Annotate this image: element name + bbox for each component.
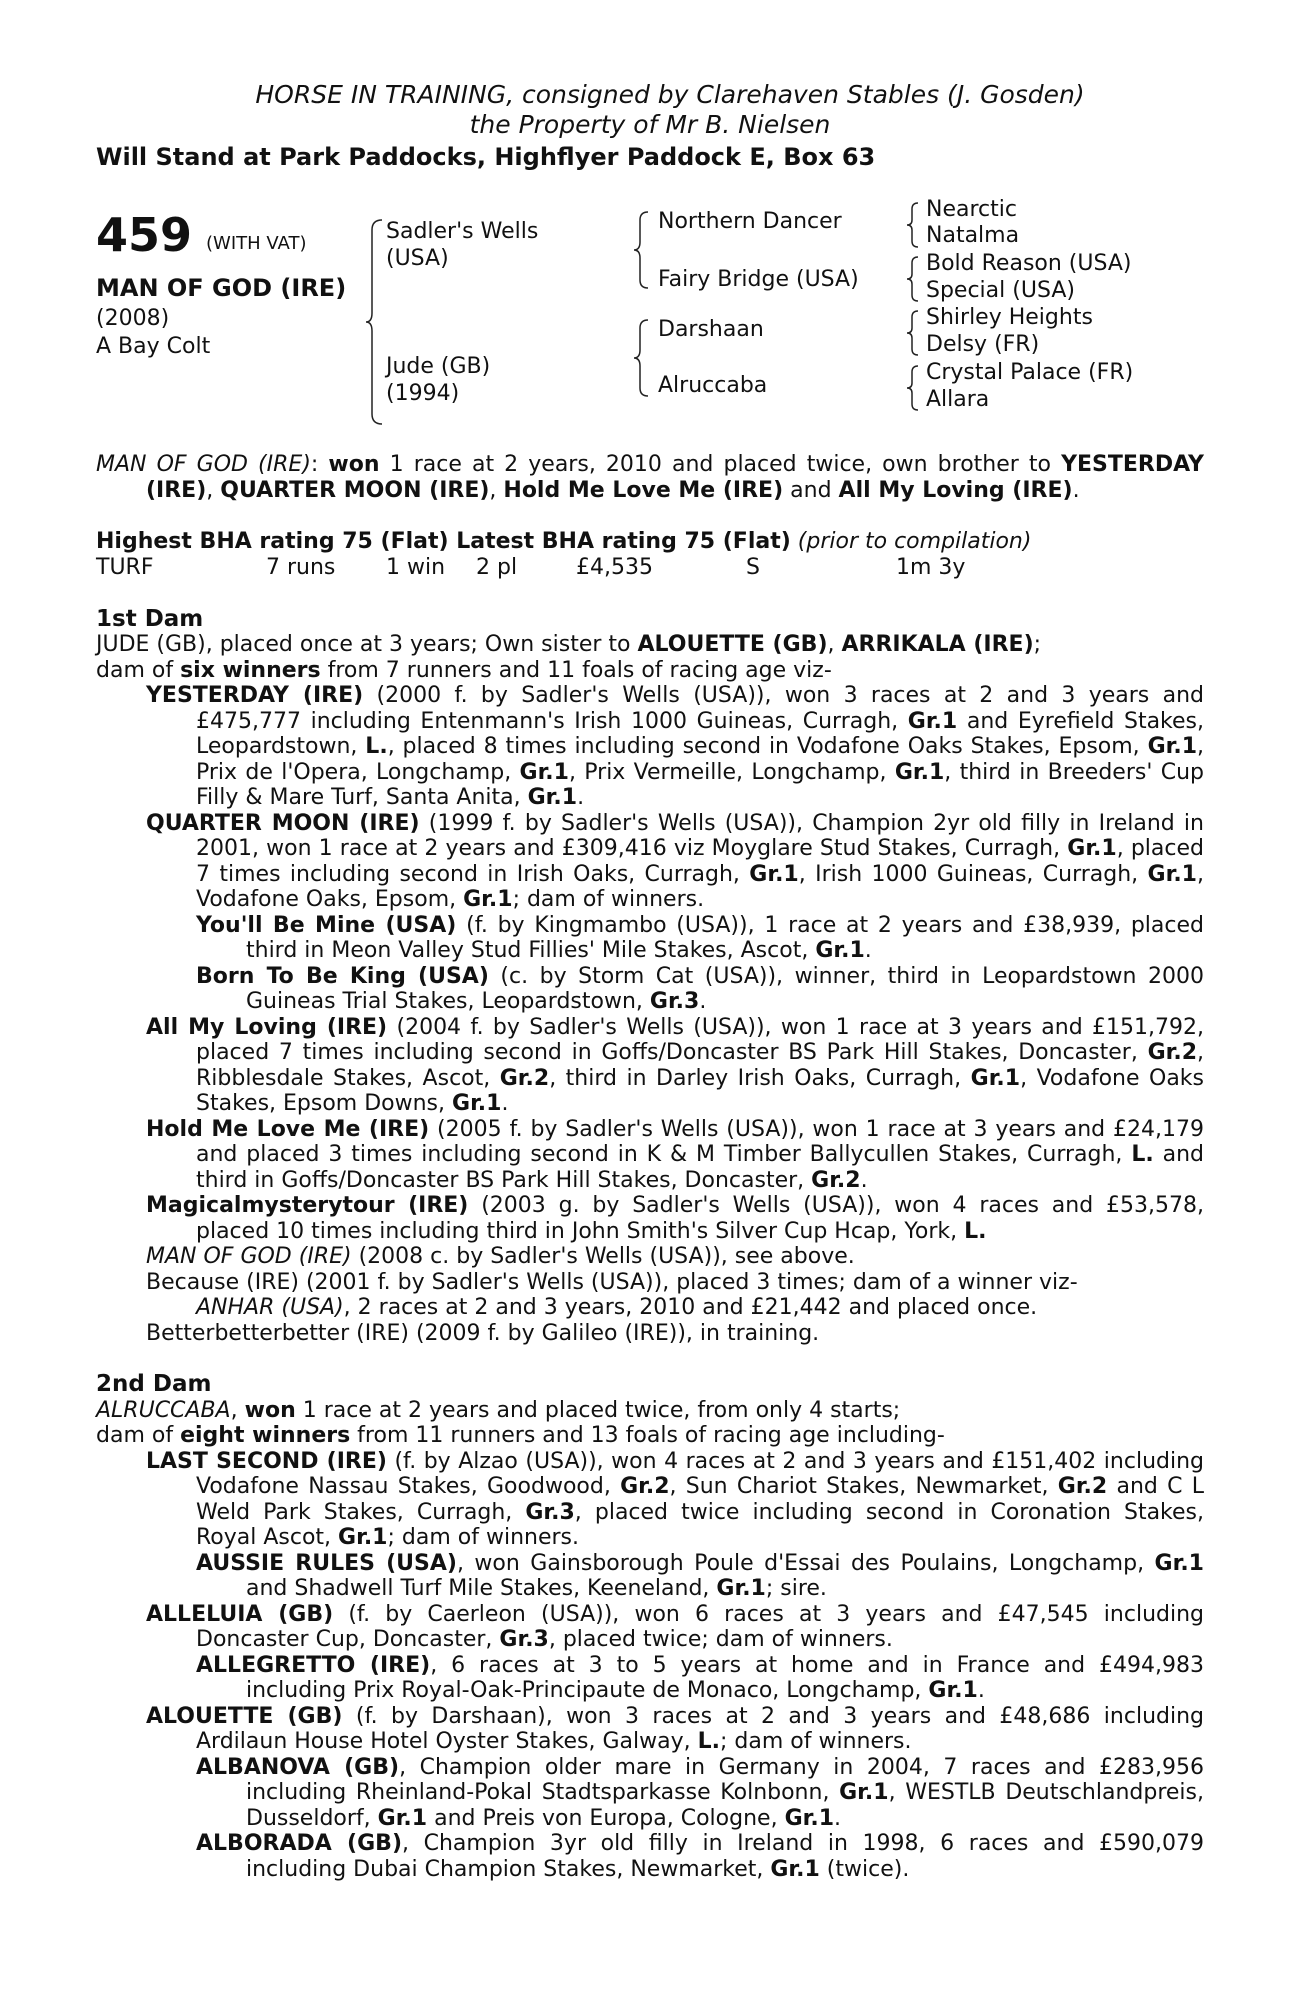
produce-betterbetterbetter: Betterbetterbetter (IRE) (2009 f. by Galileo (IRE)), in training. [146, 1320, 820, 1346]
property-line: the Property of Mr B. Nielsen [469, 110, 831, 139]
produce-magicalmysterytour: Magicalmysterytour (IRE) (2003 g. by Sadler's Wells (USA)), won 4 races and £53,578, placed 10 times including third in John Smith's Silver Cup Hcap, York, L. [146, 1193, 1204, 1244]
sire-dam: Fairy Bridge (USA) [658, 267, 859, 292]
pedigree-block [96, 197, 1204, 440]
produce-aussie-rules: AUSSIE RULES (USA), won Gainsborough Poule d'Essai des Poulains, Longchamp, Gr.1 and Shadwell Turf Mile Stakes, Keeneland, Gr.1; sire. [196, 1550, 1204, 1601]
produce-man-of-god: MAN OF GOD (IRE) (2008 c. by Sadler's Wells (USA)), see above. [146, 1244, 855, 1269]
rating-line: Highest BHA rating 75 (Flat) Latest BHA rating 75 (Flat) (prior to compilation) [96, 529, 1032, 554]
g3-crystal-palace: Crystal Palace (FR) [926, 360, 1134, 385]
produce-hold-me-love-me: Hold Me Love Me (IRE) (2005 f. by Sadler's Wells (USA)), won 1 race at 3 years and £24,179 and placed 3 times including second in K & M Timber Ballycullen Stakes, Curragh, L. and third in Goffs/Doncaster BS Park Hill Stakes, Doncaster, Gr.2. [146, 1116, 1205, 1193]
vat-note: (WITH VAT) [206, 233, 307, 254]
lot-number: 459 [96, 208, 193, 262]
g3-allara: Allara [926, 387, 990, 412]
g3-delsy: Delsy (FR) [926, 332, 1040, 357]
g3-bold-reason: Bold Reason (USA) [926, 251, 1132, 276]
location-line: Will Stand at Park Paddocks, Highflyer Paddock E, Box 63 [96, 143, 876, 171]
consignor-line: HORSE IN TRAINING, consigned by Clarehaven Stables (J. Gosden) [255, 80, 1085, 109]
race-record [96, 555, 1204, 581]
foaling-year: (2008) [96, 306, 170, 331]
record-surface: TURF [96, 554, 154, 580]
dam-name: Jude (GB) [386, 354, 491, 379]
dam-year: (1994) [386, 381, 460, 406]
record-placed: 2 pl [476, 554, 518, 580]
first-dam-line2: dam of six winners from 7 runners and 11 foals of racing age viz- [96, 657, 832, 683]
sire-sire: Northern Dancer [658, 209, 842, 234]
produce-albanova: ALBANOVA (GB), Champion older mare in Germany in 2004, 7 races and £283,956 including Rheinland-Pokal Stadtsparkasse Kolnbonn, Gr.1, WESTLB Deutschlandpreis, Dusseldorf, Gr.1 and Preis von Europa, Cologne, Gr.1. [196, 1754, 1204, 1831]
horse-name: MAN OF GOD (IRE) [96, 274, 347, 302]
record-earnings: £4,535 [576, 554, 653, 580]
produce-yesterday: YESTERDAY (IRE) (2000 f. by Sadler's Wells (USA)), won 3 races at 2 and 3 years and £475,777 including Entenmann's Irish 1000 Guineas, Curragh, Gr.1 and Eyrefield Stakes, Leopardstown, L., placed 8 times including second in Vodafone Oaks Stakes, Epsom, Gr.1, Prix de l'Opera, Longchamp, Gr.1, Prix Vermeille, Longchamp, Gr.1, third in Breeders' Cup Filly & Mare Turf, Santa Anita, Gr.1. [146, 683, 1205, 810]
record-distance: 1m 3y [896, 554, 966, 580]
first-dam-line1: JUDE (GB), placed once at 3 years; Own sister to ALOUETTE (GB), ARRIKALA (IRE); [96, 632, 1042, 657]
g3-brace-1 [904, 200, 922, 250]
sire-parents-brace [632, 210, 652, 290]
record-going: S [746, 554, 760, 580]
produce-born-to-be-king: Born To Be King (USA) (c. by Storm Cat (USA)), winner, third in Leopardstown 2000 Guineas Trial Stakes, Leopardstown, Gr.3. [196, 963, 1204, 1014]
second-dam-line2: dam of eight winners from 11 runners and 13 foals of racing age including- [96, 1423, 945, 1448]
produce-alouette: ALOUETTE (GB) (f. by Darshaan), won 3 races at 2 and 3 years and £48,686 including Ardilaun House Hotel Oyster Stakes, Galway, L.; dam of winners. [146, 1703, 1204, 1754]
produce-allegretto: ALLEGRETTO (IRE), 6 races at 3 to 5 years at home and in France and £494,983 including Prix Royal-Oak-Principaute de Monaco, Longchamp, Gr.1. [196, 1652, 1204, 1703]
record-wins: 1 win [386, 554, 446, 580]
dam-parents-brace [632, 318, 652, 398]
second-dam-heading: 2nd Dam [96, 1371, 212, 1397]
produce-alborada: ALBORADA (GB), Champion 3yr old filly in Ireland in 1998, 6 races and £590,079 including Dubai Champion Stakes, Newmarket, Gr.1 (twice). [196, 1831, 1204, 1882]
produce-all-my-loving: All My Loving (IRE) (2004 f. by Sadler's Wells (USA)), won 1 race at 3 years and £151,792, placed 7 times including second in Goffs/Doncaster BS Park Hill Stakes, Doncaster, Gr.2, Ribblesdale Stakes, Ascot, Gr.2, third in Darley Irish Oaks, Curragh, Gr.1, Vodafone Oaks Stakes, Epsom Downs, Gr.1. [146, 1014, 1205, 1116]
g3-shirley-heights: Shirley Heights [926, 305, 1093, 330]
second-dam-line1: ALRUCCABA, won 1 race at 2 years and placed twice, from only 4 starts; [96, 1397, 901, 1423]
g3-brace-4 [904, 363, 922, 413]
first-dam-heading: 1st Dam [96, 605, 204, 632]
g3-special: Special (USA) [926, 278, 1075, 303]
sire-name: Sadler's Wells [386, 219, 539, 244]
horse-description: A Bay Colt [96, 334, 211, 359]
dam-sire: Darshaan [658, 317, 764, 342]
produce-alleluia: ALLELUIA (GB) (f. by Caerleon (USA)), won 6 races at 3 years and £47,545 including Doncaster Cup, Doncaster, Gr.3, placed twice; dam of winners. [146, 1601, 1204, 1652]
produce-youll-be-mine: You'll Be Mine (USA) (f. by Kingmambo (USA)), 1 race at 2 years and £38,939, placed third in Meon Valley Stud Fillies' Mile Stakes, Ascot, Gr.1. [196, 912, 1204, 963]
sire-dam-brace [364, 218, 388, 426]
g3-nearctic: Nearctic [926, 197, 1017, 222]
horse-summary: MAN OF GOD (IRE): won 1 race at 2 years, 2010 and placed twice, own brother to YESTERDAY (IRE), QUARTER MOON (IRE), Hold Me Love Me (IRE) and All My Loving (IRE). [96, 452, 1204, 503]
produce-because: Because (IRE) (2001 f. by Sadler's Wells (USA)), placed 3 times; dam of a winner viz- [146, 1269, 1078, 1295]
catalogue-page [96, 80, 1204, 1882]
g3-brace-3 [904, 308, 922, 358]
produce-quarter-moon: QUARTER MOON (IRE) (1999 f. by Sadler's Wells (USA)), Champion 2yr old filly in Ireland in 2001, won 1 race at 2 years and £309,416 viz Moyglare Stud Stakes, Curragh, Gr.1, placed 7 times including second in Irish Oaks, Curragh, Gr.1, Irish 1000 Guineas, Curragh, Gr.1, Vodafone Oaks, Epsom, Gr.1; dam of winners. [146, 810, 1204, 912]
produce-last-second: LAST SECOND (IRE) (f. by Alzao (USA)), won 4 races at 2 and 3 years and £151,402 including Vodafone Nassau Stakes, Goodwood, Gr.2, Sun Chariot Stakes, Newmarket, Gr.2 and C L Weld Park Stakes, Curragh, Gr.3, placed twice including second in Coronation Stakes, Royal Ascot, Gr.1; dam of winners. [146, 1448, 1205, 1550]
produce-anhar: ANHAR (USA), 2 races at 2 and 3 years, 2010 and £21,442 and placed once. [196, 1295, 1038, 1320]
sire-country: (USA) [386, 246, 449, 271]
dam-dam: Alruccaba [658, 373, 768, 398]
record-runs: 7 runs [266, 554, 336, 580]
g3-natalma: Natalma [926, 223, 1020, 248]
g3-brace-2 [904, 254, 922, 304]
